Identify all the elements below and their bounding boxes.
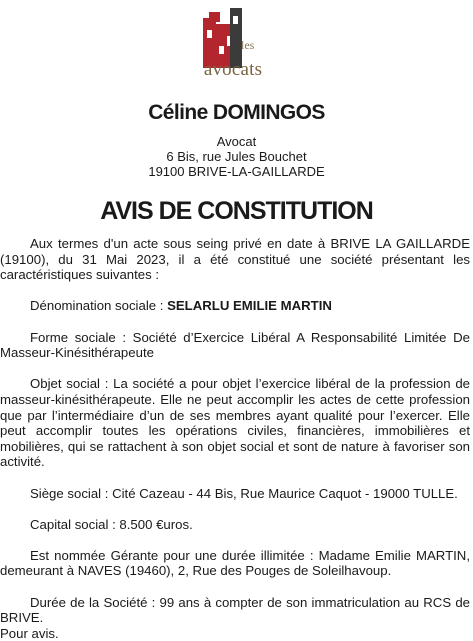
denomination-value: SELARLU EMILIE MARTIN [167,298,332,314]
lawyer-name: Céline DOMINGOS [148,101,325,124]
gerante-paragraph: Est nommée Gérante pour une durée illimitée : Madame Emilie MARTIN, demeurant à NAVES (19460), 2, Rue des Pouges de Soleilhavoup. [0,547,470,579]
lawyer-address-line2: 19100 BRIVE-LA-GAILLARDE [148,164,325,179]
denomination-paragraph [0,298,470,314]
notice-body [0,236,470,641]
siege-paragraph: Siège social : Cité Cazeau - 44 Bis, Rue Maurice Caquot - 19000 TULLE. [30,485,458,501]
objet-paragraph: Objet social : La société a pour objet l’exercice libéral de la profession de masseur-kinésithérapeute. Elle ne peut accomplir les actes de cette profession que par l’intermédiaire d’un de ses membres ayant qualité pour l’exercer. Elle peut accomplir toutes les opérations civiles, financières, immobilières et mobilières, qui se rattachent à son objet social et sont de nature à favoriser son activité. [0,376,470,470]
logo-small-text: les [241,38,255,52]
notice-title: AVIS DE CONSTITUTION [100,197,373,225]
forme-paragraph: Forme sociale : Société d’Exercice Libéral A Responsabilité Limitée De Masseur-Kinésithérapeute [0,329,470,361]
logo-big-text: avocats [203,59,263,80]
lawyer-address-line1: 6 Bis, rue Jules Bouchet [166,149,307,164]
les-avocats-logo [0,6,473,86]
denomination-label: Dénomination sociale : [30,298,168,314]
duree-paragraph: Durée de la Société : 99 ans à compter de son immatriculation au RCS de BRIVE. [0,594,470,626]
lawyer-role: Avocat [216,134,257,149]
closing-line: Pour avis. [0,625,59,641]
capital-paragraph: Capital social : 8.500 €uros. [30,516,193,532]
intro-paragraph: Aux termes d'un acte sous seing privé en date à BRIVE LA GAILLARDE (19100), du 31 Mai 2023, il a été constitué une société présentant les caractéristiques suivantes : [0,236,470,283]
